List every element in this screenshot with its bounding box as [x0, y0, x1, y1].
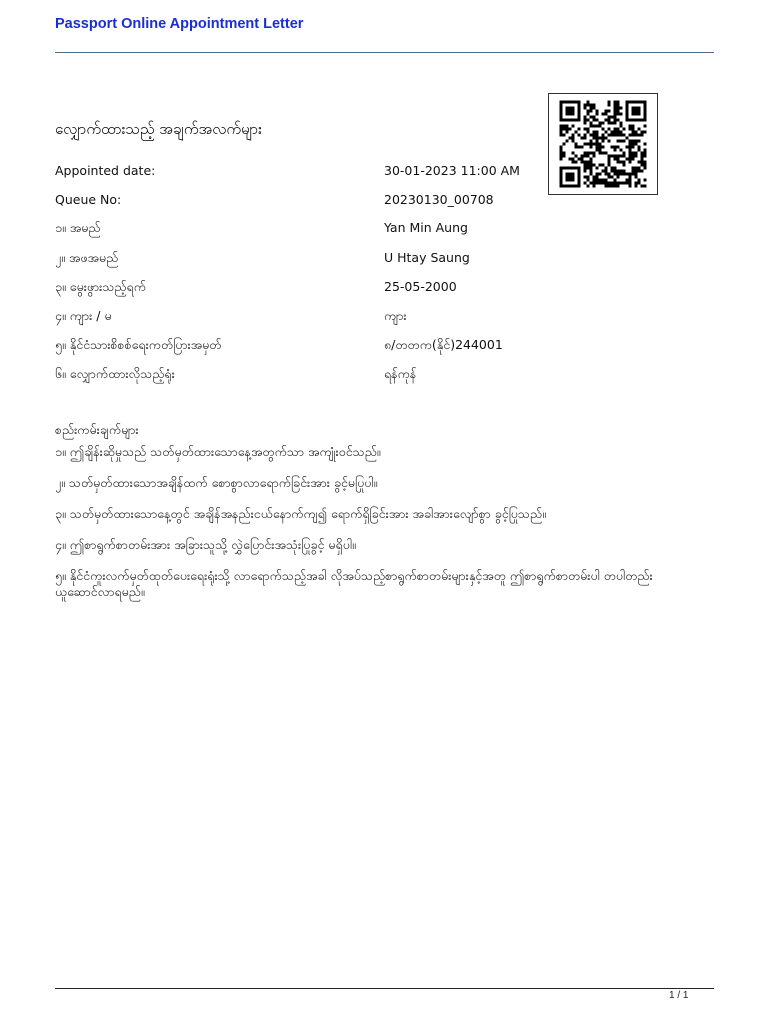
field-label-birth-date: ၃။ မွေးဖွားသည့်ရက်: [55, 279, 146, 294]
letter-header-title: Passport Online Appointment Letter: [55, 16, 304, 32]
field-label-name: ၁။ အမည်: [55, 220, 101, 235]
field-value-birth-date: 25-05-2000: [384, 279, 457, 294]
footer-divider: [55, 988, 714, 989]
queue-number-value: 20230130_00708: [384, 192, 494, 207]
section-title: လျှောက်ထားသည့် အချက်အလက်များ: [55, 120, 262, 138]
field-value-office: ရန်ကုန်: [384, 366, 417, 381]
appointed-date-label: Appointed date:: [55, 163, 156, 178]
field-value-gender: ကျား: [384, 308, 407, 323]
header-divider: [55, 52, 714, 53]
queue-number-label: Queue No:: [55, 192, 122, 207]
field-label-father-name: ၂။ အဖအမည်: [55, 250, 119, 265]
notes-title: စည်းကမ်းချက်များ: [55, 422, 139, 437]
field-label-office: ၆။ လျှောက်ထားလိုသည့်ရုံး: [55, 366, 175, 381]
qr-code-frame: [548, 93, 658, 195]
note-item: ၃။ သတ်မှတ်ထားသောနေ့တွင် အချိန်အနည်းငယ်နောက်ကျ၍ ရောက်ရှိခြင်းအား အခါအားလျော်စွာ ခွင့်ပြုသည်။: [55, 506, 546, 521]
note-item: ၁။ ဤချိန်းဆိုမှုသည် သတ်မှတ်ထားသောနေ့အတွက်သာ အကျုံးဝင်သည်။: [55, 444, 381, 459]
field-value-name: Yan Min Aung: [384, 220, 468, 235]
field-label-gender: ၄။ ကျား / မ: [55, 308, 112, 323]
appointed-date-value: 30-01-2023 11:00 AM: [384, 163, 520, 178]
note-item: ၂။ သတ်မှတ်ထားသောအချိန်ထက် စောစွာလာရောက်ခြင်းအား ခွင့်မပြုပါ။: [55, 475, 378, 490]
field-value-father-name: U Htay Saung: [384, 250, 470, 265]
note-item: ၄။ ဤစာရွက်စာတမ်းအား အခြားသူသို့ လွှဲပြောင်းအသုံးပြုခွင့် မရှိပါ။: [55, 537, 356, 552]
qr-code-icon: [555, 100, 651, 188]
note-item: ၅။ နိုင်ငံကူးလက်မှတ်ထုတ်ပေးရေးရုံးသို့ လာရောက်သည့်အခါ လိုအပ်သည့်စာရွက်စာတမ်းများနှင့်အတူ ဤစာရွက်စာတမ်းပါ တပါတည်းယူဆောင်လာရမည်။: [55, 568, 653, 599]
field-label-nrc-number: ၅။ နိုင်ငံသားစိစစ်ရေးကတ်ပြားအမှတ်: [55, 337, 222, 352]
field-value-nrc-number: ၈/တတက(နိုင်)244001: [384, 337, 503, 352]
page-number: 1 / 1: [669, 990, 689, 1001]
